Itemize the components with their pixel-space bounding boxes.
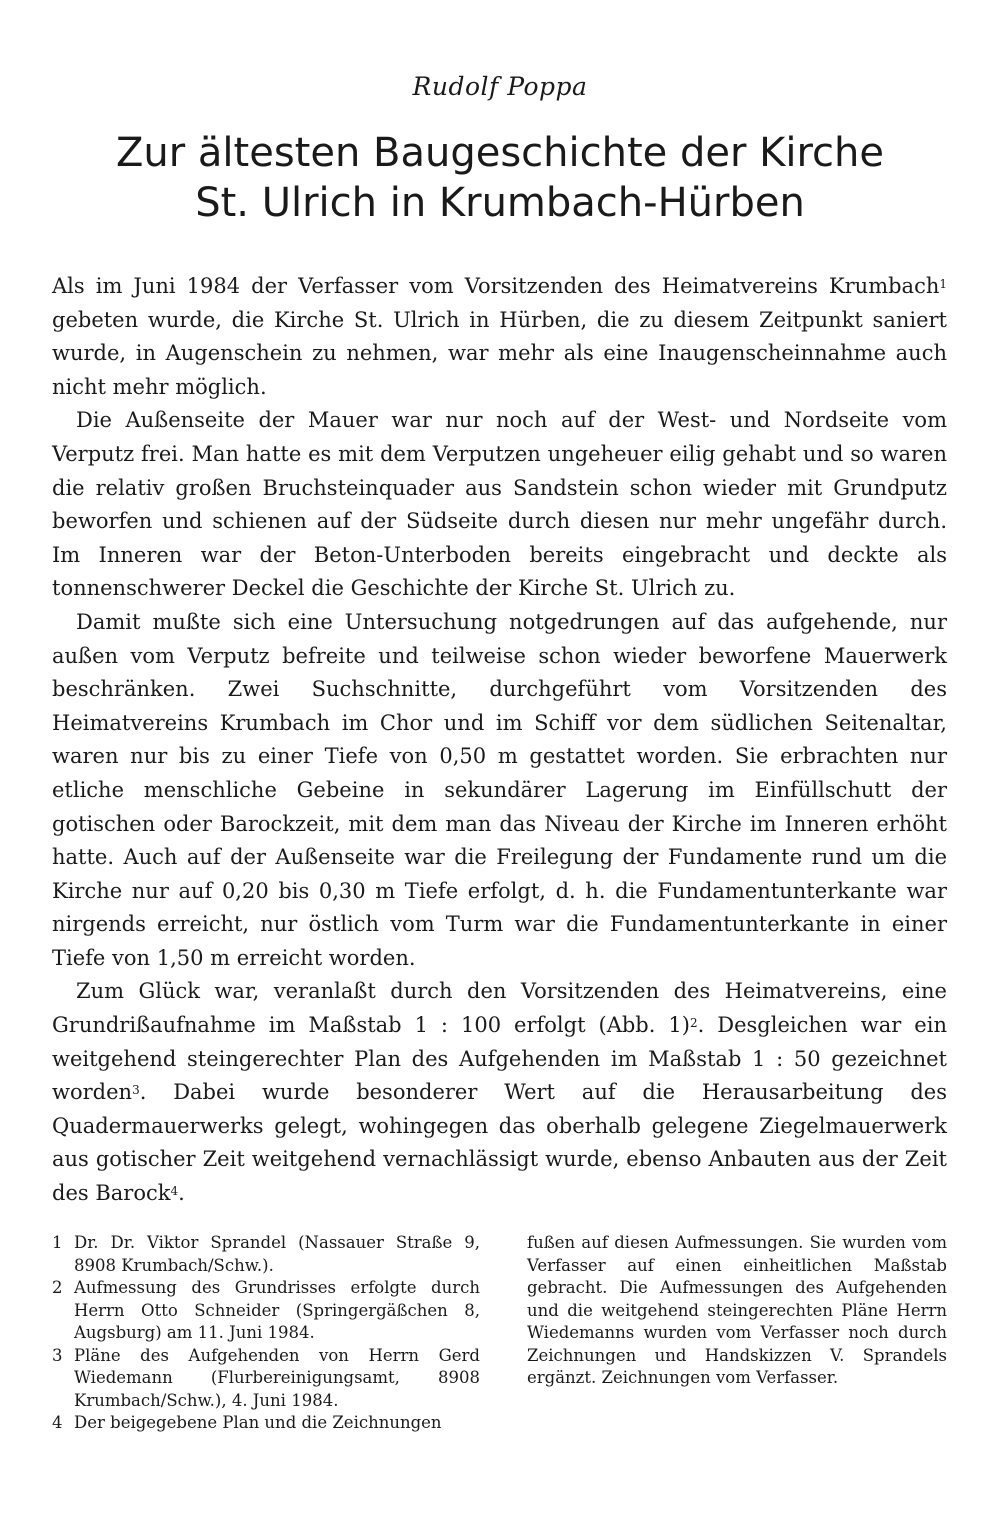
footnote — [52, 1277, 480, 1345]
footnote-number: 4 — [52, 1413, 63, 1432]
article-title — [0, 128, 1000, 228]
author-name: Rudolf Poppa — [412, 72, 588, 101]
footnote-ref-1: 1 — [939, 277, 947, 291]
footnote — [52, 1345, 480, 1413]
paragraph-text: . Desgleichen war ein weitgehend steingerechter Plan des Aufgehenden im Maßstab 1 : 50 gezeichnet worden — [52, 1013, 947, 1105]
footnote-ref-2: 2 — [689, 1016, 698, 1031]
paragraph-text: . — [178, 1181, 185, 1206]
footnote-text: Der beigegebene Plan und die Zeichnungen — [74, 1413, 442, 1432]
paragraph-4 — [52, 975, 947, 1210]
footnotes-left-column — [52, 1232, 480, 1435]
paragraph-text: Zum Glück war, veranlaßt durch den Vorsitzenden des Heimatvereins, eine Grundrißaufnahme im Maßstab 1 : 100 erfolgt (Abb. 1) — [52, 979, 947, 1038]
footnote-number: 2 — [52, 1278, 63, 1297]
paragraph-text: gebeten wurde, die Kirche St. Ulrich in Hürben, die zu diesem Zeitpunkt saniert wurde, in Augenschein zu nehmen, war mehr als eine Inaugenscheinnahme auch nicht mehr möglich. — [52, 307, 947, 399]
paragraph-text: Als im Juni 1984 der Verfasser vom Vorsitzenden des Heimatvereins Krumbach — [52, 274, 940, 298]
paragraph-text: . Dabei wurde besonderer Wert auf die Herausarbeitung des Quadermauerwerks gelegt, wohingegen das oberhalb gelegene Ziegelmauerwerk aus gotischer Zeit weitgehend vernachlässigt wurde, ebenso Anbauten aus der Zeit des Barock — [52, 1080, 947, 1206]
footnote-ref-3: 3 — [132, 1083, 140, 1098]
footnote-text: Pläne des Aufgehenden von Herrn Gerd Wiedemann (Flurbereinigungsamt, 8908 Krumbach/Schw.), 4. Juni 1984. — [74, 1345, 480, 1410]
footnote-ref-4: 4 — [170, 1184, 179, 1199]
footnotes-right-column: fußen auf diesen Aufmessungen. Sie wurden vom Verfasser auf einen einheitlichen Maßstab gebracht. Die Aufmessungen des Aufgehenden und die weitgehend steingerechten Pläne Herrn Wiedemanns wurden vom Verfasser noch durch Zeichnungen und Handskizzen V. Sprandels ergänzt. Zeichnungen vom Verfasser. — [527, 1233, 947, 1387]
paragraph-2: Die Außenseite der Mauer war nur noch auf der West- und Nordseite vom Verputz frei. Man hatte es mit dem Verputzen ungeheuer eilig gehabt und so waren die relativ großen Bruchsteinquader aus Sandstein schon wieder mit Grundputz beworfen und schienen auf der Südseite durch diesen nur mehr ungefähr durch. Im Inneren war der Beton-Unterboden bereits eingebracht und deckte als tonnenschwerer Deckel die Geschichte der Kirche St. Ulrich zu. — [52, 408, 947, 601]
footnote-text: Dr. Dr. Viktor Sprandel (Nassauer Straße 9, 8908 Krumbach/Schw.). — [74, 1233, 480, 1275]
footnote-number: 3 — [52, 1345, 63, 1365]
footnote — [52, 1412, 480, 1435]
title-line-2: St. Ulrich in Krumbach-Hürben — [195, 180, 805, 226]
paragraph-1 — [52, 270, 947, 404]
paragraph-3: Damit mußte sich eine Untersuchung notgedrungen auf das aufgehende, nur außen vom Verputz befreite und teilweise schon wieder beworfene Mauerwerk beschränken. Zwei Suchschnitte, durchgeführt vom Vorsitzenden des Heimatvereins Krumbach im Chor und im Schiff vor dem südlichen Seitenaltar, waren nur bis zu einer Tiefe von 0,50 m gestattet worden. Sie erbrachten nur etliche menschliche Gebeine in sekundärer Lagerung im Einfüllschutt der gotischen oder Barockzeit, mit dem man das Niveau der Kirche im Inneren erhöht hatte. Auch auf der Außenseite war die Freilegung der Fundamente rund um die Kirche nur auf 0,20 bis 0,30 m Tiefe erfolgt, d. h. die Fundamentunterkante war nirgends erreicht, nur östlich vom Turm war die Fundamentunterkante in einer Tiefe von 1,50 m erreicht worden. — [52, 609, 947, 970]
article-body — [52, 270, 947, 1211]
title-line-1: Zur ältesten Baugeschichte der Kirche — [115, 130, 884, 176]
footnotes — [52, 1232, 947, 1435]
footnote-number: 1 — [52, 1233, 63, 1252]
footnote — [52, 1232, 480, 1277]
footnote-text: Aufmessung des Grundrisses erfolgte durch Herrn Otto Schneider (Springergäßchen 8, Augsburg) am 11. Juni 1984. — [74, 1278, 480, 1342]
